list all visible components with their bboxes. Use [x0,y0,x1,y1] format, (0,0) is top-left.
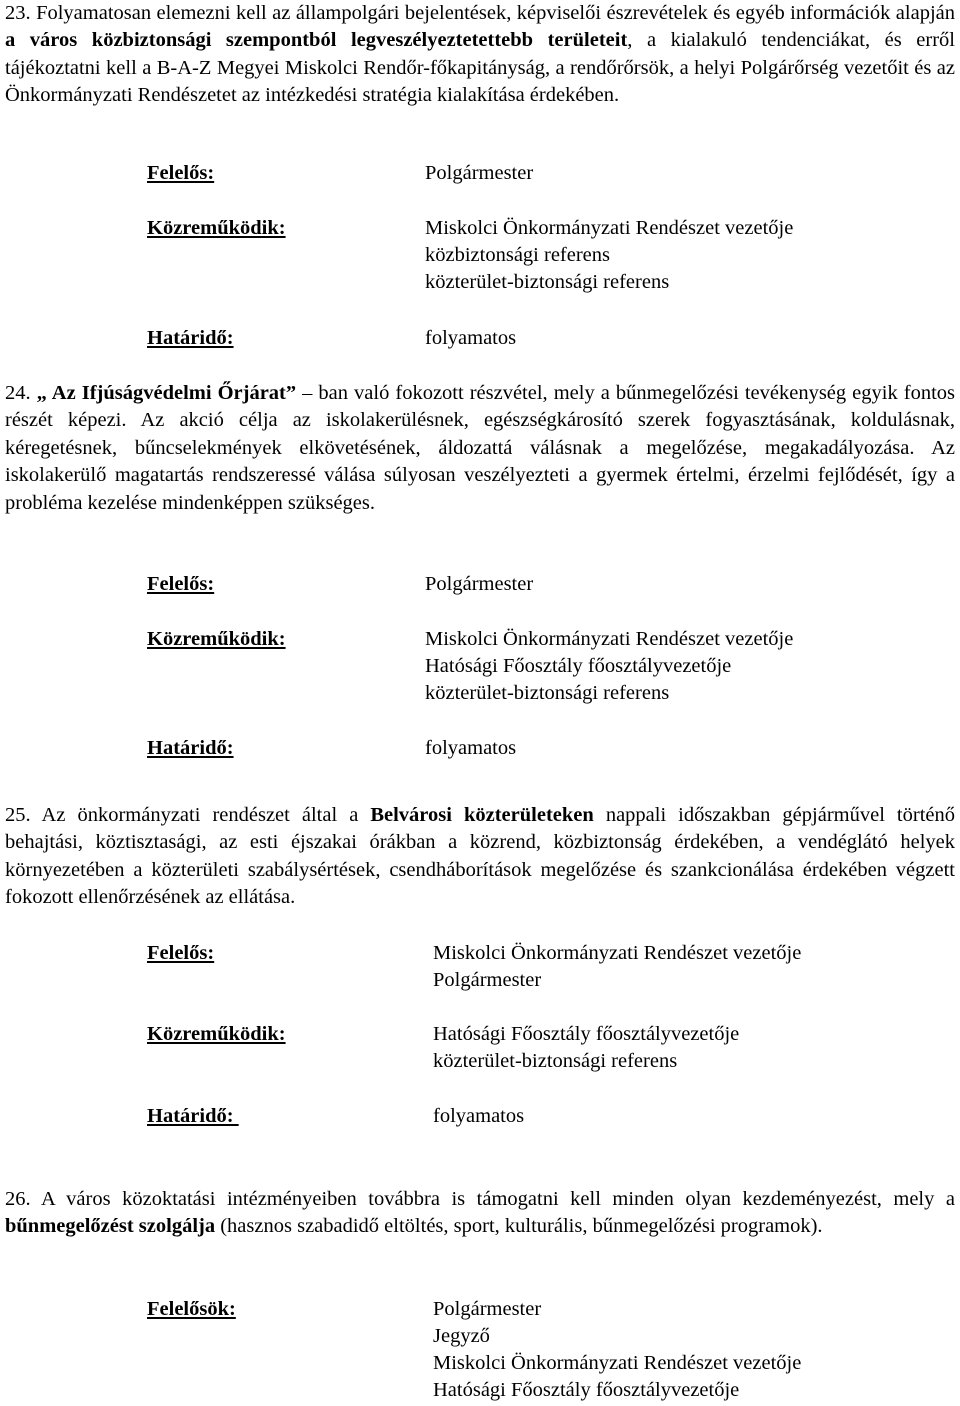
felelosok-value: Miskolci Önkormányzati Rendészet vezetője [433,1352,802,1374]
kozremukodik-label: Közreműködik: [147,628,286,650]
item-25-text: Az önkormányzati rendészet által a [30,804,371,826]
kozremukodik-value: közterület-biztonsági referens [433,1050,678,1072]
felelosok-label: Felelősök: [147,1298,236,1320]
item-23-text-cont: , a kialakuló tendenciákat, és erről tájékoztatni kell a B-A-Z Megyei Miskolci Rendőr-főkapitányság, a rendőrőrsök, a helyi Polgárőrség vezetőit és az Önkormányzati Rendészetet az intézkedési stratégia kialakítása érdekében. [5,29,955,107]
hatarido-value: folyamatos [425,737,517,759]
kozremukodik-value: közbiztonsági referens [425,244,610,266]
hatarido-label: Határidő: [147,1105,239,1127]
hatarido-label: Határidő: [147,737,234,759]
felelos-value: Miskolci Önkormányzati Rendészet vezetője [433,942,802,964]
item-25-paragraph [5,802,955,912]
kozremukodik-value: közterület-biztonsági referens [425,682,670,704]
item-23-bold: a város közbiztonsági szempontból legveszélyeztetettebb területeit [5,29,628,52]
felelos-value: Polgármester [425,573,534,595]
item-23-text: Folyamatosan elemezni kell az állampolgári bejelentések, képviselői észrevételek és egyéb információk alapján [30,2,955,24]
item-25-text-cont: nappali időszakban gépjárművel történő behajtási, köztisztasági, az esti éjszakai órákban a közrend, közbiztonság érdekében, a vendéglátó helyek környezetében a közterületi szabálysértések, csendháborítások megelőzése és szankcionálása érdekében végzett fokozott ellenőrzésének az ellátása. [5,804,955,909]
item-23-number: 23. [5,2,31,24]
felelos-label: Felelős: [147,942,215,964]
item-26-text-cont: (hasznos szabadidő eltöltés, sport, kulturális, bűnmegelőzési programok). [215,1215,823,1238]
hatarido-value: folyamatos [425,327,517,349]
item-26-number: 26. [5,1188,31,1210]
felelos-value: Polgármester [433,969,542,991]
felelos-value: Polgármester [425,162,534,184]
hatarido-label: Határidő: [147,327,234,349]
item-24-number: 24. [5,382,31,404]
kozremukodik-value: Miskolci Önkormányzati Rendészet vezetője [425,628,794,650]
item-24-paragraph [5,380,955,517]
item-25-bold: Belvárosi közterületeken [370,804,594,826]
felelosok-value: Hatósági Főosztály főosztályvezetője [433,1379,740,1401]
kozremukodik-value: Hatósági Főosztály főosztályvezetője [433,1023,740,1045]
item-23-paragraph [5,0,955,110]
kozremukodik-value: Miskolci Önkormányzati Rendészet vezetője [425,217,794,239]
item-24-text: – ban való fokozott részvétel, mely a bűnmegelőzési tevékenység egyik fontos részét képezi. Az akció célja az iskolakerülésnek, egészségkárosító szerek fogyasztásának, koldulásnak, kéregetésnek, bűncselekmények elkövetésének, áldozattá válásnak a megelőzése, megakadályozása. Az iskolakerülő magatartás rendszeressé válása súlyosan veszélyezteti a gyermek értelmi, érzelmi fejlődését, így a probléma kezelése mindenképpen szükséges. [5,382,955,514]
item-26-text: A város közoktatási intézményeiben továbbra is támogatni kell minden olyan kezdeményezést, mely a [30,1188,955,1210]
kozremukodik-value: Hatósági Főosztály főosztályvezetője [425,655,732,677]
felelosok-value: Jegyző [433,1325,490,1347]
felelos-label: Felelős: [147,573,215,595]
felelos-label: Felelős: [147,162,215,184]
felelosok-value: Polgármester [433,1298,542,1320]
item-25-number: 25. [5,804,31,826]
item-24-bold: „ Az Ifjúságvédelmi Őrjárat” [30,382,297,404]
item-26-paragraph [5,1186,955,1241]
kozremukodik-label: Közreműködik: [147,217,286,239]
hatarido-value: folyamatos [433,1105,525,1127]
kozremukodik-value: közterület-biztonsági referens [425,271,670,293]
item-26-bold: bűnmegelőzést szolgálja [5,1215,216,1238]
kozremukodik-label: Közreműködik: [147,1023,286,1045]
